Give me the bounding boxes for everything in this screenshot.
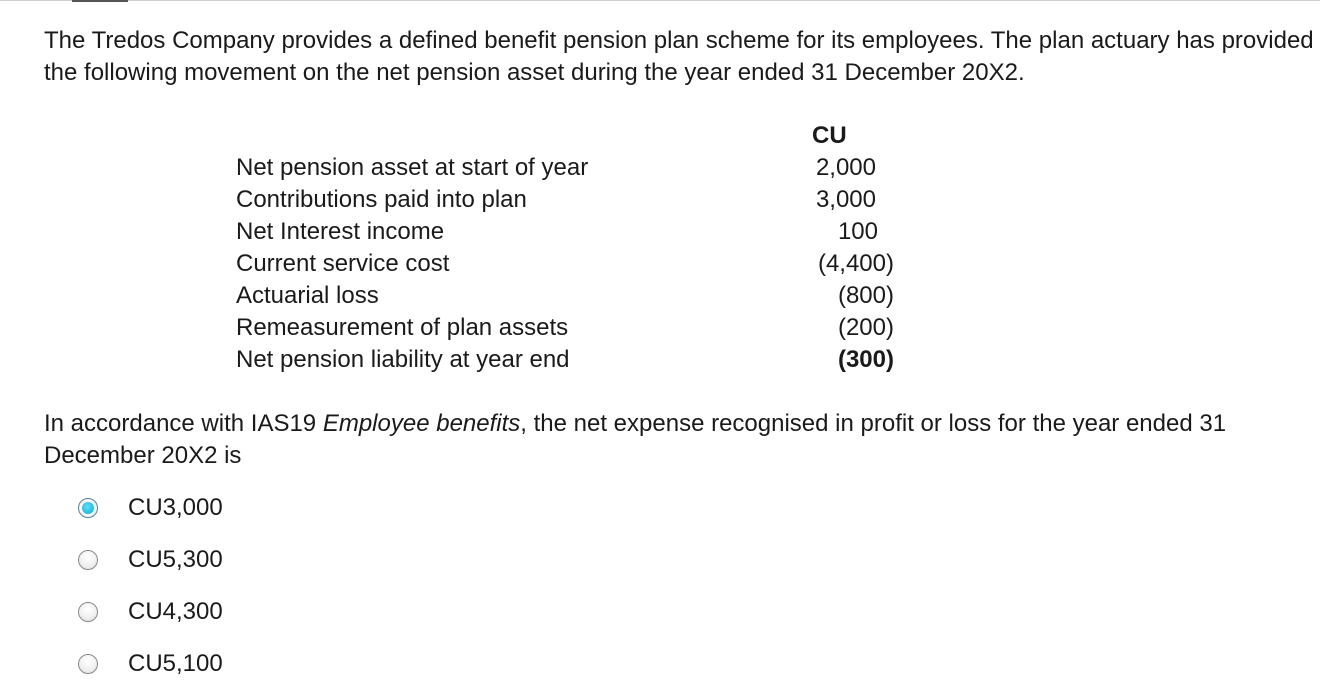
answer-option-cu4300[interactable] — [78, 596, 223, 628]
radio-unselected-icon[interactable] — [78, 654, 98, 674]
row-label: Remeasurement of plan assets — [236, 314, 569, 341]
answer-option-label[interactable]: CU4,300 — [128, 598, 223, 625]
table-row — [236, 312, 916, 344]
question-text — [44, 408, 1314, 472]
table-row — [236, 216, 916, 248]
row-label: Actuarial loss — [236, 282, 379, 309]
row-value: (4,400) — [817, 250, 894, 277]
radio-selected-icon[interactable] — [78, 498, 98, 518]
table-row — [236, 280, 916, 312]
radio-unselected-icon[interactable] — [78, 602, 98, 622]
answer-option-cu3000[interactable] — [78, 492, 223, 524]
row-value-total: (300) — [837, 346, 894, 373]
row-value: (200) — [837, 314, 894, 341]
top-divider — [0, 0, 1320, 1]
row-value: 2,000 — [815, 154, 876, 181]
row-label: Net pension liability at year end — [236, 346, 570, 373]
row-label: Net Interest income — [236, 218, 445, 245]
intro-paragraph: The Tredos Company provides a defined benefit pension plan scheme for its employees. The plan actuary has provided the following movement on the net pension asset during the year ended 31 December 20X2. — [44, 27, 1314, 86]
question-emphasis: Employee benefits — [322, 410, 521, 437]
table-row — [236, 152, 916, 184]
row-label: Net pension asset at start of year — [236, 154, 589, 181]
table-row — [236, 248, 916, 280]
row-value: (800) — [837, 282, 894, 309]
answer-option-label[interactable]: CU5,100 — [128, 650, 223, 677]
top-divider-mark — [72, 0, 128, 2]
row-value: 100 — [837, 218, 878, 245]
answer-option-label[interactable]: CU5,300 — [128, 546, 223, 573]
row-label: Current service cost — [236, 250, 450, 277]
row-value: 3,000 — [815, 186, 876, 213]
radio-unselected-icon[interactable] — [78, 550, 98, 570]
answer-option-cu5300[interactable] — [78, 544, 223, 576]
table-row — [236, 344, 916, 376]
table-header-currency: CU — [812, 122, 847, 149]
answer-option-cu5100[interactable] — [78, 648, 223, 680]
question-prefix: In accordance with IAS19 — [44, 410, 323, 437]
table-row — [236, 184, 916, 216]
answer-option-label[interactable]: CU3,000 — [128, 494, 223, 521]
question-suffix: , the net expense recognised in profit or loss for the year ended 31 December 20X2 is — [44, 410, 1227, 469]
row-label: Contributions paid into plan — [236, 186, 527, 213]
